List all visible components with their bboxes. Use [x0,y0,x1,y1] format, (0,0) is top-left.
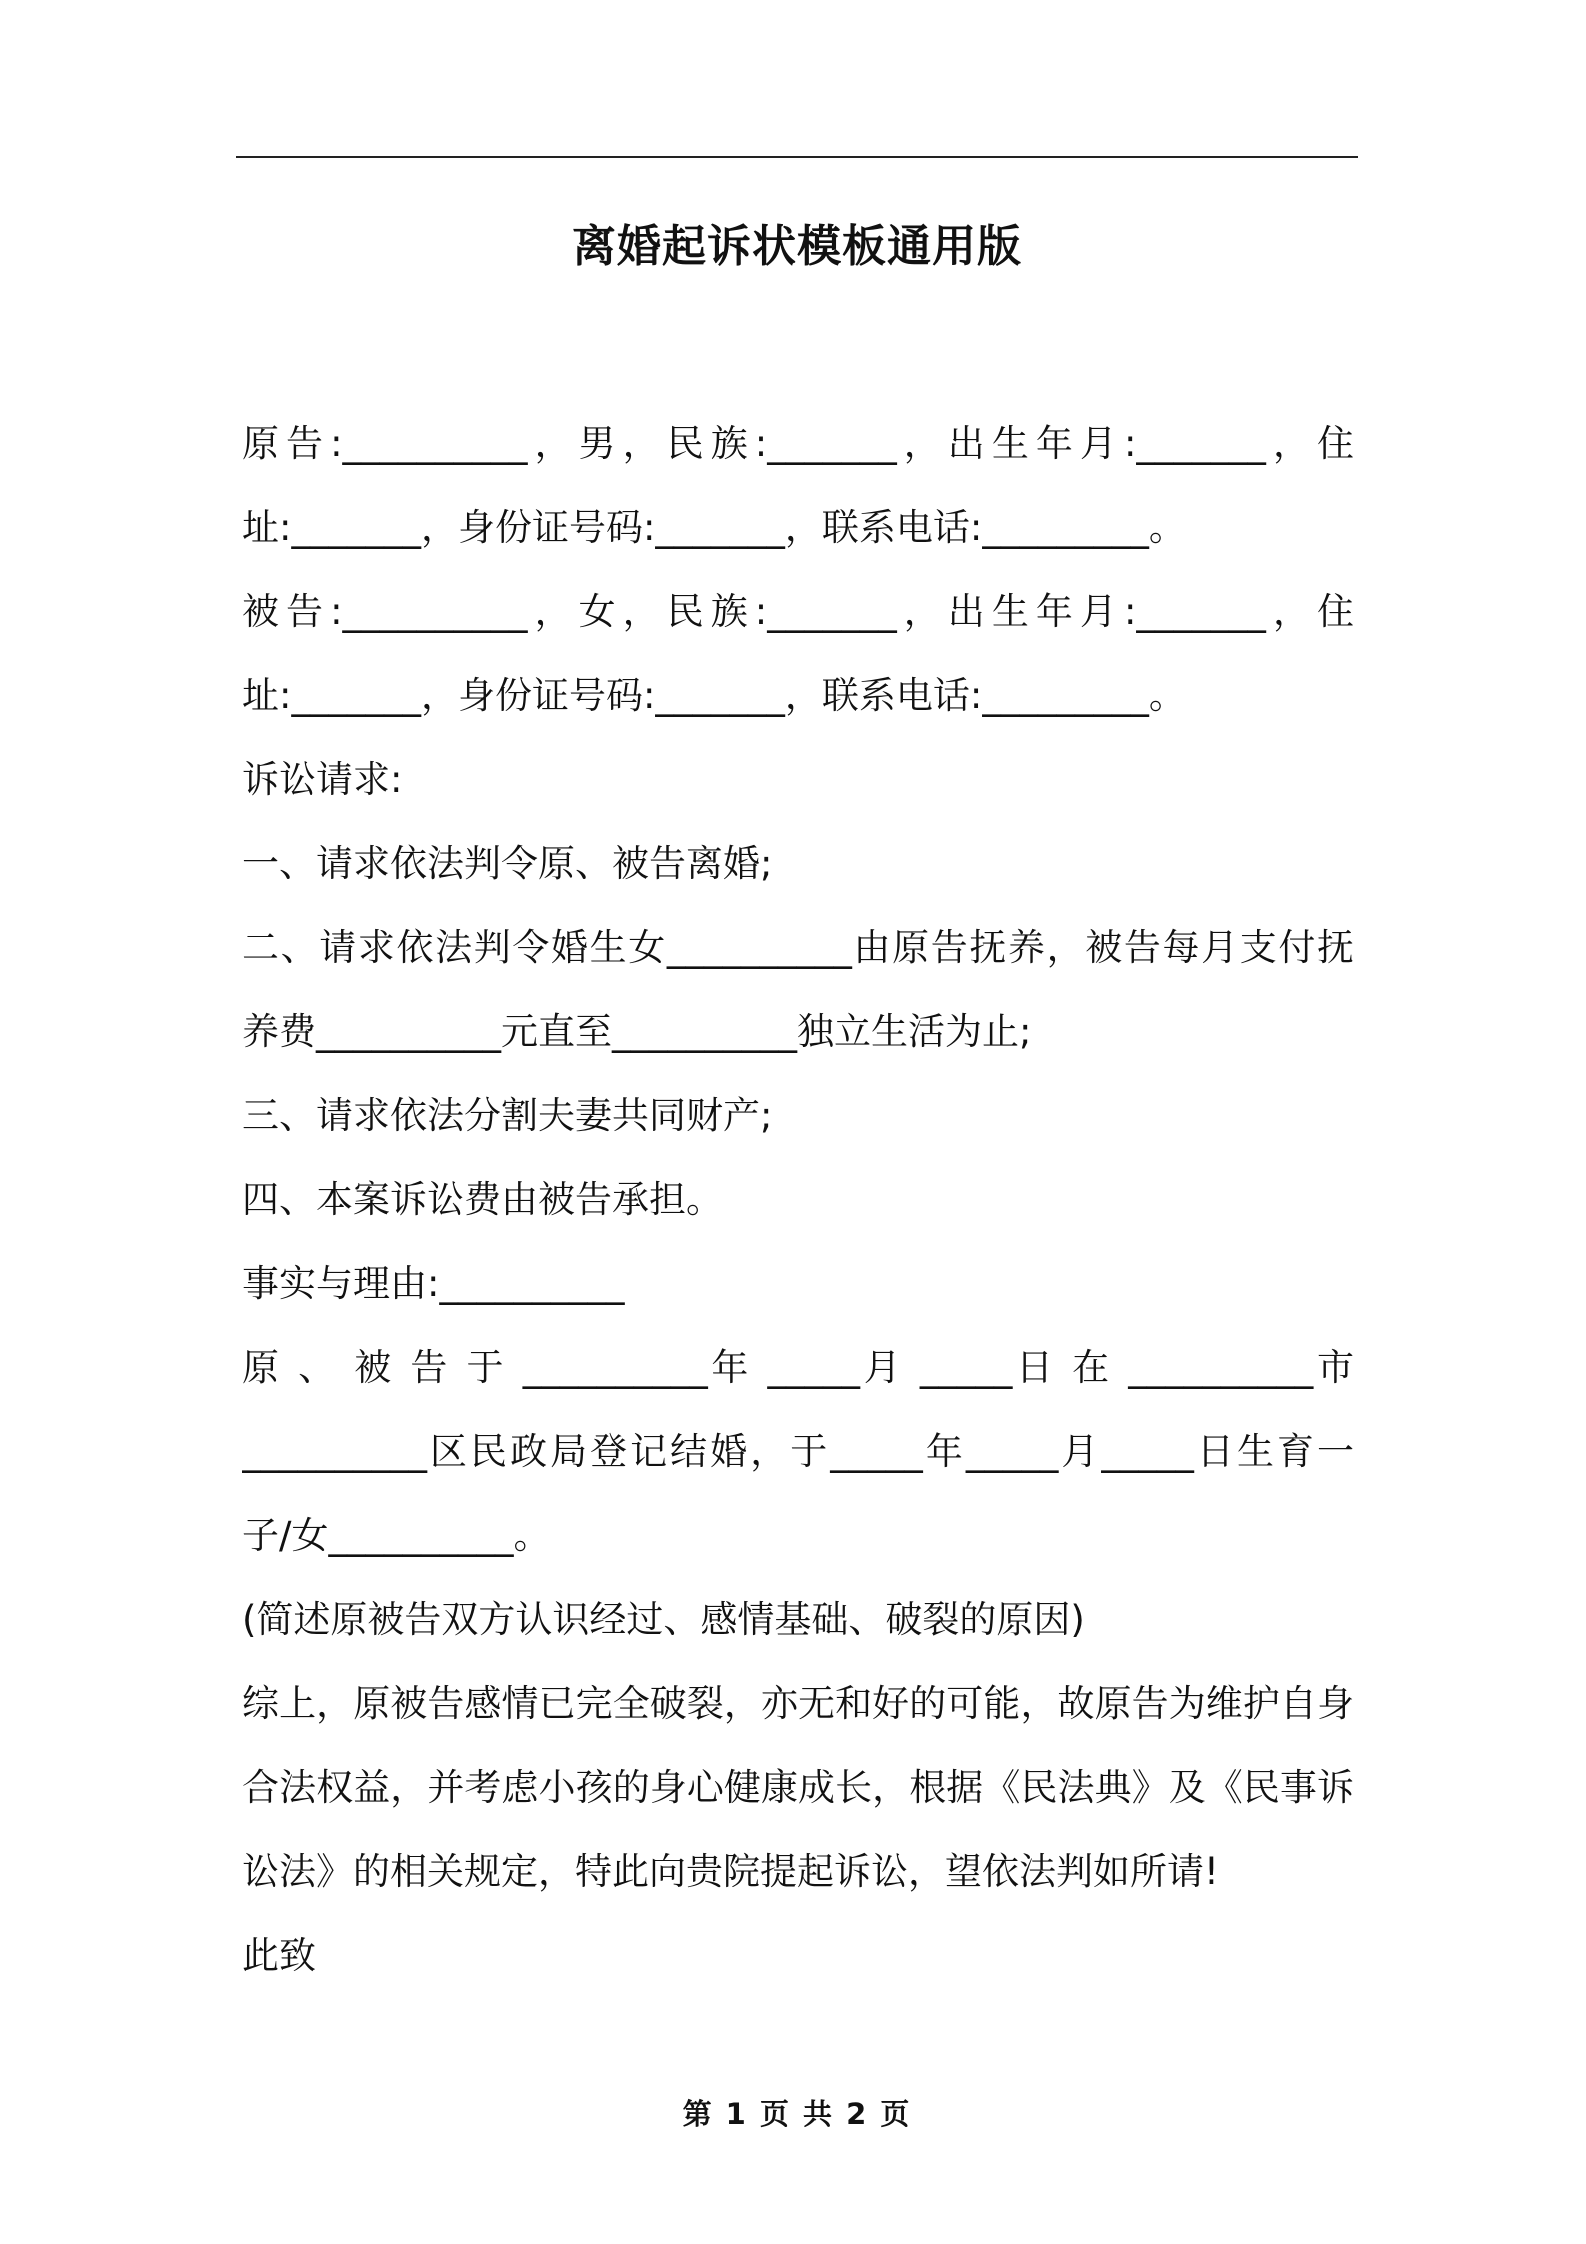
body-line-claim-2a: 二、请求依法判令婚生女__________由原告抚养，被告每月支付抚 [242,926,1354,969]
page-footer: 第 1 页 共 2 页 [682,2097,912,2131]
body-line-plaintiff-1: 原告:__________，男，民族:_______，出生年月:_______，住 [242,422,1354,465]
body-line-claim-3: 三、请求依法分割夫妻共同财产; [242,1094,773,1137]
body-line-salutation: 此致 [242,1934,316,1977]
body-line-conclusion-2: 合法权益，并考虑小孩的身心健康成长，根据《民法典》及《民事诉 [242,1766,1354,1809]
body-line-claims-heading: 诉讼请求: [242,758,403,801]
body-line-note: (简述原被告双方认识经过、感情基础、破裂的原因) [242,1598,1085,1641]
document-title: 离婚起诉状模板通用版 [572,221,1022,272]
body-line-facts-3: 子/女__________。 [242,1514,551,1557]
body-line-defendant-2: 址:_______，身份证号码:_______，联系电话:_________。 [242,674,1186,717]
body-line-facts-2: __________区民政局登记结婚，于_____年_____月_____日生育一 [242,1430,1354,1473]
body-line-claim-1: 一、请求依法判令原、被告离婚; [242,842,773,885]
body-line-conclusion-3: 讼法》的相关规定，特此向贵院提起诉讼，望依法判如所请! [242,1850,1219,1893]
body-line-claim-2b: 养费__________元直至__________独立生活为止; [242,1010,1032,1053]
header-rule [236,156,1358,158]
body-line-claim-4: 四、本案诉讼费由被告承担。 [242,1178,723,1221]
body-line-defendant-1: 被告:__________，女，民族:_______，出生年月:_______，住 [242,590,1354,633]
body-line-conclusion-1: 综上，原被告感情已完全破裂，亦无和好的可能，故原告为维护自身 [242,1682,1354,1725]
body-line-plaintiff-2: 址:_______，身份证号码:_______，联系电话:_________。 [242,506,1186,549]
body-line-facts-heading: 事实与理由:__________ [242,1262,625,1305]
body-line-facts-1: 原 、 被 告 于 __________年 _____月 _____日 在 __________市 [242,1346,1354,1389]
document-body [242,402,1354,1998]
